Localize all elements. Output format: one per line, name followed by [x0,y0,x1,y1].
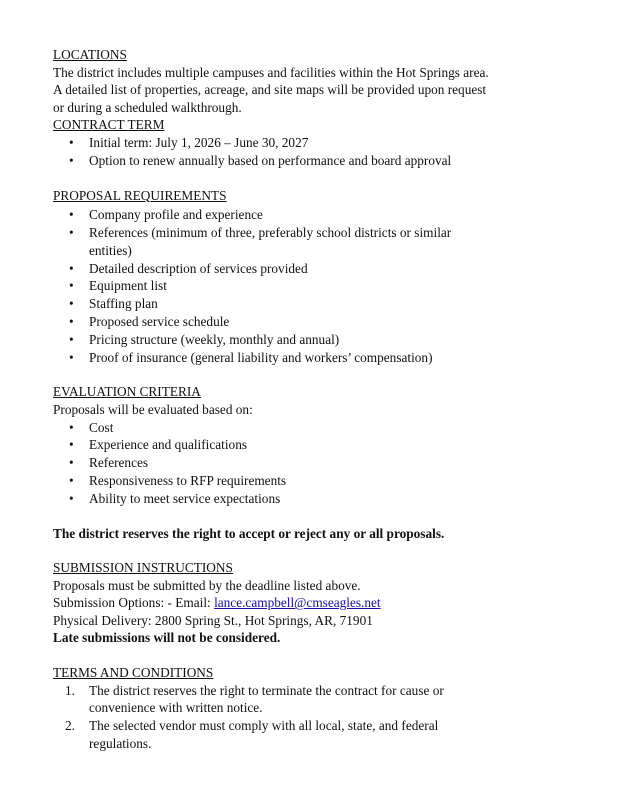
list-item: • Detailed description of services provided [53,260,463,278]
proposal-requirements-list [53,206,463,366]
list-text: The district reserves the right to terminate the contract for cause or convenience with written notice. [89,682,444,716]
proposal-requirements-heading: PROPOSAL REQUIREMENTS [53,187,227,203]
reserve-statement: The district reserves the right to accept or reject any or all proposals. [53,525,445,541]
list-item: • Ability to meet service expectations [53,490,583,508]
list-item: • Equipment list [53,277,463,295]
proposal-requirements-section [53,187,583,367]
list-item: • Staffing plan [53,295,463,313]
submission-deadline: Proposals must be submitted by the deadline listed above. [53,577,361,593]
terms-heading: TERMS AND CONDITIONS [53,665,214,681]
locations-line: The district includes multiple campuses and facilities within the Hot Springs area. [53,64,489,80]
contract-term-list [53,134,583,170]
list-item: • Cost [53,419,583,437]
locations-line: or during a scheduled walkthrough. [53,99,242,115]
physical-delivery: Physical Delivery: 2800 Spring St., Hot Springs, AR, 71901 [53,612,373,628]
locations-line: A detailed list of properties, acreage, and site maps will be provided upon request [53,82,487,98]
evaluation-criteria-heading: EVALUATION CRITERIA [53,384,201,400]
list-item: • Experience and qualifications [53,436,583,454]
contract-term-heading: CONTRACT TERM [53,117,165,133]
submission-options-label: Submission Options: - Email: [53,595,215,611]
submission-section [53,559,583,647]
evaluation-criteria-list [53,419,583,508]
list-item [53,682,463,718]
list-item: • Initial term: July 1, 2026 – June 30, 2027 [53,134,583,152]
list-number: 2. [65,718,75,734]
terms-section [53,664,583,753]
locations-heading: LOCATIONS [53,47,127,62]
late-submissions-note: Late submissions will not be considered. [53,630,281,646]
submission-options [53,594,583,612]
list-item: • Company profile and experience [53,206,463,224]
submission-heading: SUBMISSION INSTRUCTIONS [53,560,233,576]
evaluation-criteria-section [53,383,583,507]
list-item: • Proposed service schedule [53,313,463,331]
terms-list [53,682,463,753]
list-item: • References (minimum of three, preferably school districts or similar entities) [53,224,463,260]
evaluation-intro: Proposals will be evaluated based on: [53,401,253,417]
list-item: • Option to renew annually based on performance and board approval [53,152,583,170]
list-item: • Pricing structure (weekly, monthly and annual) [53,331,463,349]
list-item: • References [53,454,583,472]
locations-section [53,46,583,170]
list-number: 1. [65,682,75,698]
list-text: The selected vendor must comply with all local, state, and federal regulations. [89,718,439,752]
email-link[interactable]: lance.campbell@cmseagles.net [214,595,381,611]
list-item [53,717,463,753]
document-body [53,0,583,753]
list-item: • Responsiveness to RFP requirements [53,472,583,490]
list-item: • Proof of insurance (general liability and workers’ compensation) [53,349,463,367]
